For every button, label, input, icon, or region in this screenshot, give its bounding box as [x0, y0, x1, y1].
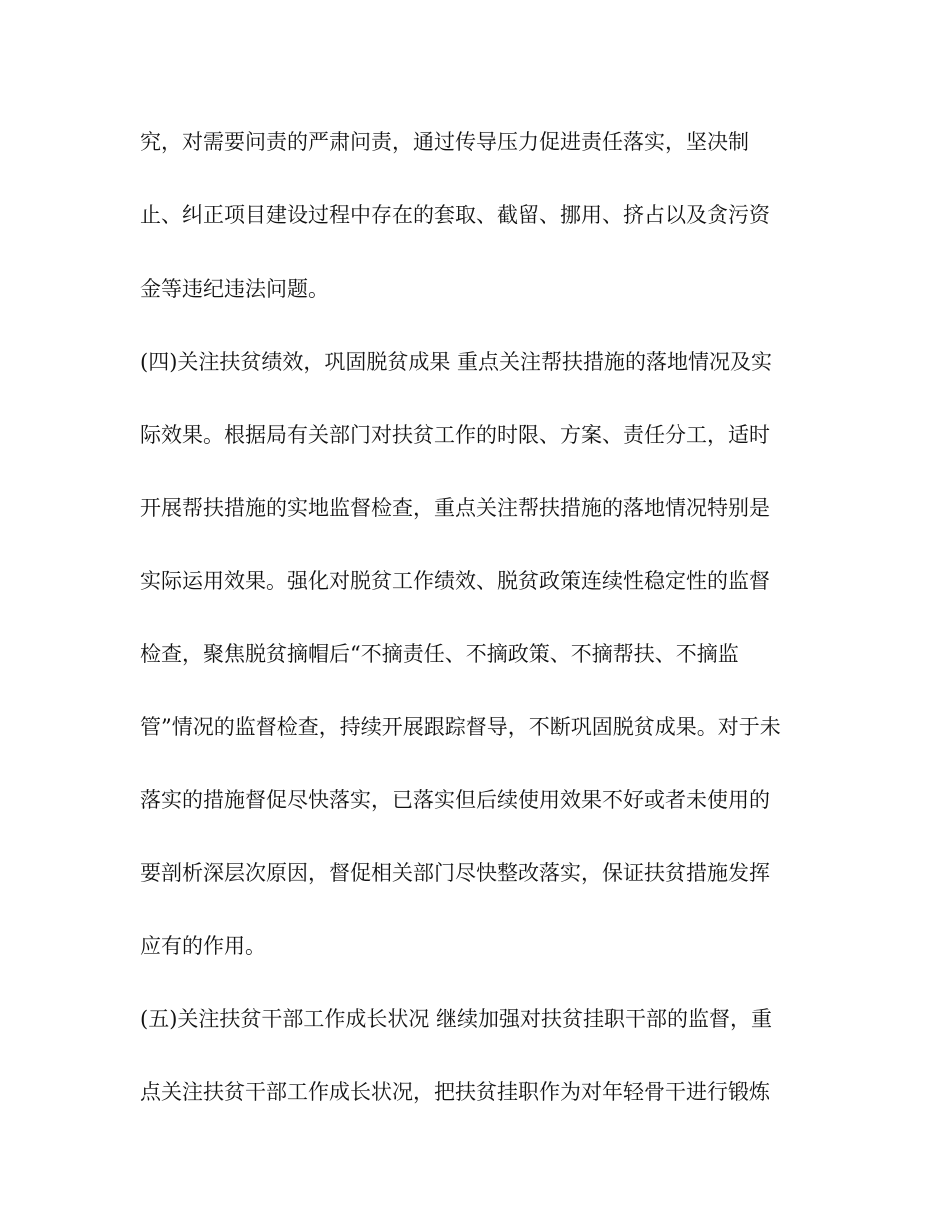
- section-heading-line: (四)关注扶贫绩效，巩固脱贫成果 重点关注帮扶措施的落地情况及实: [140, 350, 773, 374]
- text-line: 际效果。根据局有关部门对扶贫工作的时限、方案、责任分工，适时: [140, 423, 770, 447]
- text-line: 究，对需要问责的严肃问责，通过传导压力促进责任落实，坚决制: [140, 130, 749, 154]
- text-line: 开展帮扶措施的实地监督检查，重点关注帮扶措施的落地情况特别是: [140, 496, 770, 520]
- text-line: 管”情况的监督检查，持续开展跟踪督导，不断巩固脱贫成果。对于未: [140, 715, 781, 739]
- text-line: 落实的措施督促尽快落实，已落实但后续使用效果不好或者未使用的: [140, 788, 770, 812]
- text-line: 止、纠正项目建设过程中存在的套取、截留、挪用、挤占以及贪污资: [140, 203, 770, 227]
- text-line: 实际运用效果。强化对脱贫工作绩效、脱贫政策连续性稳定性的监督: [140, 569, 770, 593]
- text-line: 检查，聚焦脱贫摘帽后“不摘责任、不摘政策、不摘帮扶、不摘监: [140, 642, 739, 666]
- text-line: 应有的作用。: [140, 934, 266, 958]
- section-heading-line: (五)关注扶贫干部工作成长状况 继续加强对扶贫挂职干部的监督，重: [140, 1007, 773, 1031]
- text-line: 要剖析深层次原因，督促相关部门尽快整改落实，保证扶贫措施发挥: [140, 861, 770, 885]
- text-line: 点关注扶贫干部工作成长状况，把扶贫挂职作为对年轻骨干进行锻炼: [140, 1080, 770, 1104]
- text-line: 金等违纪违法问题。: [140, 277, 329, 301]
